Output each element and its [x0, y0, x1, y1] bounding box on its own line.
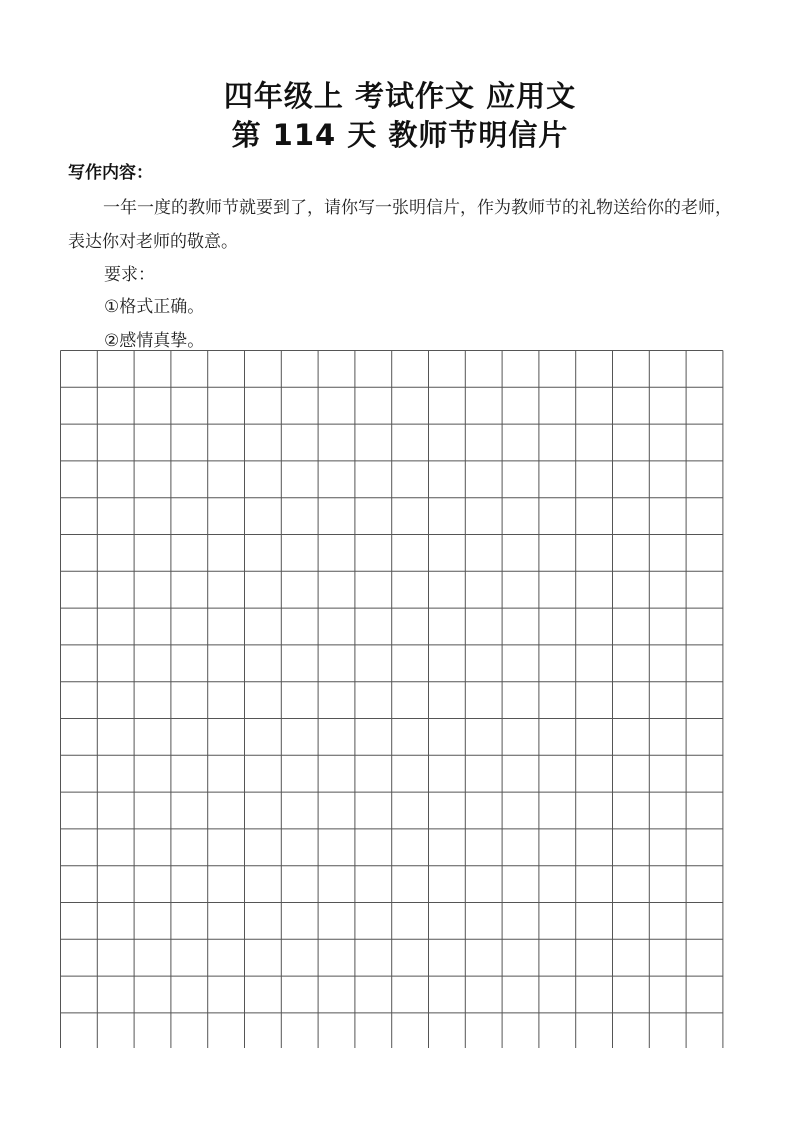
title-line-2: 第 114 天 教师节明信片	[231, 118, 569, 152]
requirement-1: ①格式正确。	[104, 297, 205, 317]
title-line-1: 四年级上 考试作文 应用文	[223, 79, 577, 113]
requirement-2: ②感情真挚。	[104, 331, 205, 351]
writing-grid	[60, 350, 724, 1048]
requirements-label: 要求：	[104, 265, 155, 285]
writing-content-label: 写作内容：	[68, 163, 153, 183]
prompt-paragraph: 一年一度的教师节就要到了，请你写一张明信片，作为教师节的礼物送给你的老师，表达你对老师的敬意。	[68, 198, 732, 252]
